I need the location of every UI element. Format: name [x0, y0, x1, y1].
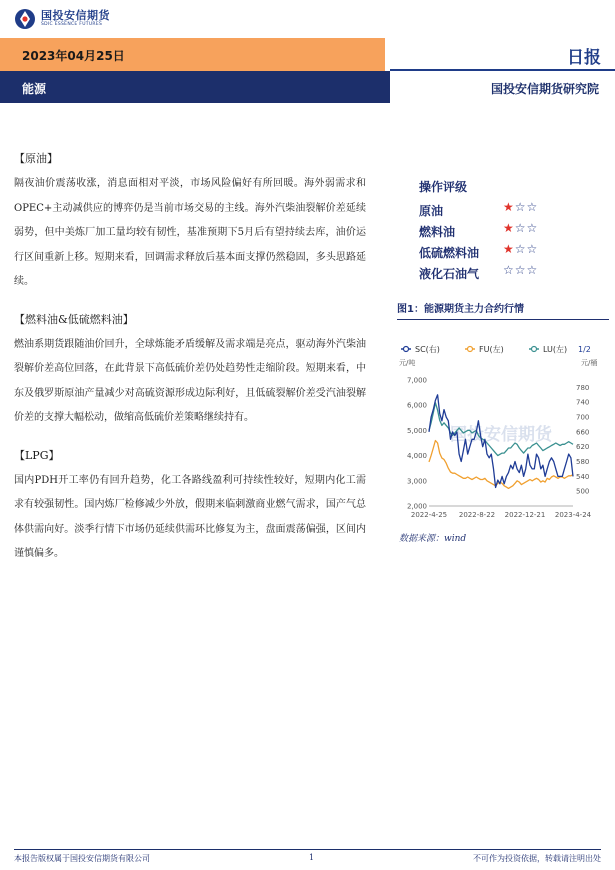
logo-mark-icon — [14, 8, 36, 30]
x-tick-label: 2022-4-25 — [410, 511, 448, 519]
energy-futures-chart — [397, 338, 609, 520]
figure-rule — [397, 319, 609, 320]
section-body-fuel-oil: 燃油系期货跟随油价回升，全球炼能矛盾缓解及需求端是亮点，驱动海外汽柴油裂解价差高位回落，在此背景下高低硫价差仍处趋势性走缩阶段。短期来看，中东及俄罗斯原油产量减少对高硫资源形成边际利好，且低硫裂解价差受汽油裂解价差的支撑大幅松动，做缩高低硫价差策略继续持有。 — [14, 338, 366, 423]
section-name: 能源 — [22, 82, 47, 96]
y-tick-label-right: 500 — [576, 487, 590, 496]
legend-label: LU(左) — [543, 345, 568, 354]
y-tick-label-right: 780 — [576, 383, 590, 392]
star-filled-icon: ★ — [503, 200, 515, 214]
section-crude — [14, 150, 366, 295]
legend-marker — [468, 347, 473, 352]
operation-rating — [419, 178, 599, 284]
rating-stars — [503, 221, 538, 235]
y-tick-label-right: 580 — [576, 458, 590, 467]
section-fuel-oil — [14, 311, 366, 431]
y-tick-label-right: 740 — [576, 398, 590, 407]
x-tick-label: 2022-12-21 — [504, 511, 546, 519]
right-unit-label: 元/桶 — [581, 359, 598, 367]
section-title-crude: 【原油】 — [14, 152, 58, 165]
footer-rule — [14, 849, 601, 850]
rating-name: 液化石油气 — [419, 267, 480, 281]
section-body-lpg: 国内PDH开工率仍有回升趋势，化工各路线盈利可持续性较好，短期内化工需求有较强韧性。国内炼厂检修减少外放，假期来临刺激商业燃气需求，国产气总体供需向好。淡季行情下市场仍延续供需环比修复为主，盘面震荡偏强，区间内谨慎偏多。 — [14, 474, 366, 559]
institute-name: 国投安信期货研究院 — [490, 82, 599, 96]
section-title-fuel-oil: 【燃料油&低硫燃料油】 — [14, 312, 134, 326]
operation-rating-title: 操作评级 — [419, 180, 468, 194]
legend-label: SC(右) — [415, 345, 440, 354]
y-tick-label-left: 7,000 — [406, 376, 427, 385]
star-empty-icon: ☆ — [526, 263, 539, 277]
star-empty-icon: ☆ — [526, 221, 539, 235]
data-source: 数据来源：wind — [399, 534, 467, 544]
commentary-column — [14, 150, 366, 567]
star-empty-icon: ☆ — [514, 221, 527, 235]
section-body-crude: 隔夜油价震荡收涨，消息面相对平淡，市场风险偏好有所回暖。海外弱需求和OPEC+主动减供应的博弈仍是当前市场交易的主线。海外汽柴油裂解价差延续弱势，但中美炼厂加工量均较有韧性，基准预期下5月后有望持续去库，油价运行区间重新上移。短期来看，回调需求释放后基本面支撑仍然稳固，多头思路延续。 — [14, 178, 366, 287]
footer-copyright: 本报告版权属于国投安信期货有限公司 — [14, 854, 150, 863]
section-title-lpg: 【LPG】 — [14, 448, 60, 462]
rating-stars — [503, 242, 538, 256]
left-unit-label: 元/吨 — [399, 359, 416, 367]
rating-row — [419, 263, 599, 284]
date-bar — [0, 38, 385, 71]
section-lpg — [14, 447, 366, 567]
legend-marker — [532, 347, 537, 352]
star-empty-icon: ☆ — [526, 242, 539, 256]
rating-name: 燃料油 — [419, 225, 456, 239]
y-tick-label-right: 660 — [576, 428, 590, 437]
x-tick-label: 2023-4-24 — [554, 511, 592, 519]
rating-stars — [503, 263, 538, 277]
star-filled-icon: ★ — [503, 242, 515, 256]
logo-subtext: SDIC ESSENCE FUTURES — [41, 22, 103, 28]
y-tick-label-right: 700 — [576, 413, 590, 422]
company-logo — [14, 6, 110, 32]
legend-label: FU(左) — [479, 345, 504, 354]
rating-row — [419, 200, 599, 221]
chart-watermark: 国投安信期货 — [450, 425, 552, 445]
footer-disclaimer: 不可作为投资依据，转载请注明出处 — [473, 854, 601, 863]
star-empty-icon: ☆ — [526, 200, 539, 214]
y-tick-label-left: 3,000 — [406, 477, 427, 486]
star-empty-icon: ☆ — [514, 263, 527, 277]
rating-name: 低硫燃料油 — [419, 246, 480, 260]
report-type-block — [390, 38, 615, 71]
rating-stars — [503, 200, 538, 214]
y-tick-label-left: 4,000 — [406, 452, 427, 461]
report-date: 2023年04月25日 — [22, 49, 125, 63]
star-empty-icon: ☆ — [514, 200, 527, 214]
y-tick-label-right: 540 — [576, 472, 590, 481]
page-number: 1 — [309, 853, 315, 862]
logo-text: 国投安信期货 — [41, 9, 110, 23]
y-tick-label-left: 5,000 — [406, 426, 427, 435]
figure-caption: 图1：能源期货主力合约行情 — [397, 304, 524, 315]
y-tick-label-left: 2,000 — [406, 502, 427, 511]
rating-row — [419, 221, 599, 242]
section-bar — [0, 71, 615, 103]
legend-page-indicator: 1/2 — [578, 345, 591, 354]
y-tick-label-right: 620 — [576, 443, 590, 452]
star-empty-icon: ☆ — [503, 263, 515, 277]
x-tick-label: 2022-8-22 — [458, 511, 496, 519]
y-tick-label-left: 6,000 — [406, 401, 427, 410]
star-filled-icon: ★ — [503, 221, 515, 235]
star-empty-icon: ☆ — [514, 242, 527, 256]
rating-row — [419, 242, 599, 263]
rating-name: 原油 — [419, 204, 444, 218]
legend-marker — [404, 347, 409, 352]
institute-box — [390, 71, 615, 103]
report-type: 日报 — [567, 48, 601, 68]
